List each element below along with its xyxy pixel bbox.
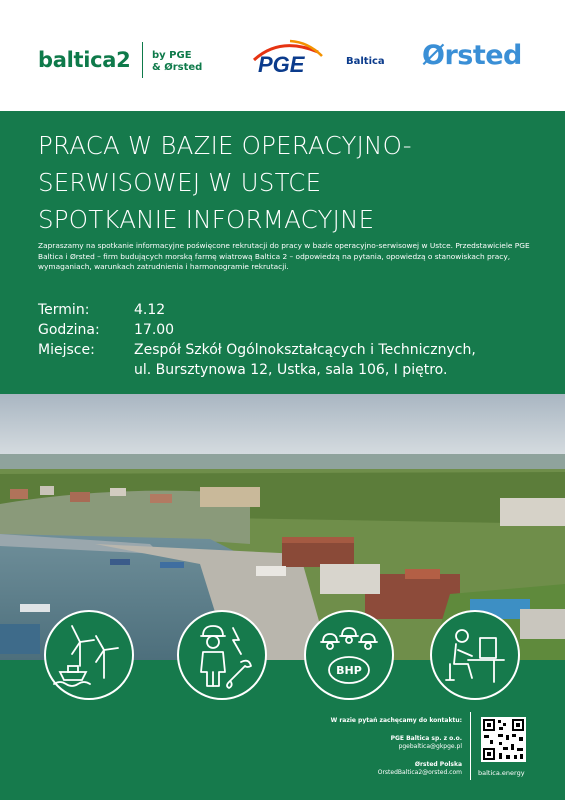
bhp-safety-team-icon xyxy=(304,610,394,700)
orsted-logo: Ørsted xyxy=(422,40,522,71)
pge-logo xyxy=(240,38,336,78)
bhp-label: BHP xyxy=(336,664,362,677)
page-title xyxy=(38,127,538,238)
contact-block xyxy=(300,717,462,777)
time-label: Godzina: xyxy=(38,322,100,338)
contact-email-orsted[interactable]: OrstedBaltica2@orsted.com xyxy=(377,769,462,776)
contact-prompt: W razie pytań zachęcamy do kontaktu: xyxy=(330,717,462,724)
baltica2-logo: baltica2 xyxy=(38,48,131,72)
wind-turbines-icon xyxy=(44,610,134,700)
by-pge-orsted-label: by PGE & Ørsted xyxy=(152,50,203,73)
detail-row-time xyxy=(38,320,538,340)
event-details xyxy=(38,300,538,380)
logo-divider xyxy=(142,42,143,78)
logo-header xyxy=(0,0,565,111)
contact-email-pge[interactable]: pgebaltica@gkpge.pl xyxy=(398,743,462,750)
place-value-line-2: ul. Bursztynowa 12, Ustka, sala 106, I piętro. xyxy=(134,362,448,378)
pge-baltica-label: Baltica xyxy=(346,56,385,67)
engineer-tools-icon xyxy=(177,610,267,700)
detail-row-place-2 xyxy=(38,360,538,380)
pge-wordmark: PGE xyxy=(258,52,305,77)
icon-row xyxy=(0,610,565,710)
time-value: 17.00 xyxy=(134,322,175,338)
intro-text: Zapraszamy na spotkanie informacyjne poświęcone rekrutacji do pracy w bazie operacyjno-serwisowej w Ustce. Przedstawiciele PGE Baltica i Ørsted – firm budujących morską farmę wiatrową Baltica 2 – odpowiedzą na pytania, opowiedzą o stanowiskach pracy, wymaganiach, warunkach zatrudnienia i harmonogramie rekrutacji. xyxy=(38,241,530,272)
title-line-3: SPOTKANIE INFORMACYJNE xyxy=(38,205,375,234)
place-value-line-1: Zespół Szkół Ogólnokształcących i Technicznych, xyxy=(134,342,476,358)
office-worker-icon xyxy=(430,610,520,700)
website-link[interactable]: baltica.energy xyxy=(478,769,525,777)
contact-divider xyxy=(470,712,471,780)
detail-row-place xyxy=(38,340,538,360)
title-line-1: PRACA W BAZIE OPERACYJNO- xyxy=(38,131,412,160)
contact-org-pge: PGE Baltica sp. z o.o. xyxy=(390,735,462,742)
date-label: Termin: xyxy=(38,302,90,318)
qr-code[interactable] xyxy=(481,717,526,762)
detail-row-date xyxy=(38,300,538,320)
title-line-2: SERWISOWEJ W USTCE xyxy=(38,168,322,197)
contact-org-orsted: Ørsted Polska xyxy=(414,761,462,768)
date-value: 4.12 xyxy=(134,302,166,318)
place-label: Miejsce: xyxy=(38,342,95,358)
